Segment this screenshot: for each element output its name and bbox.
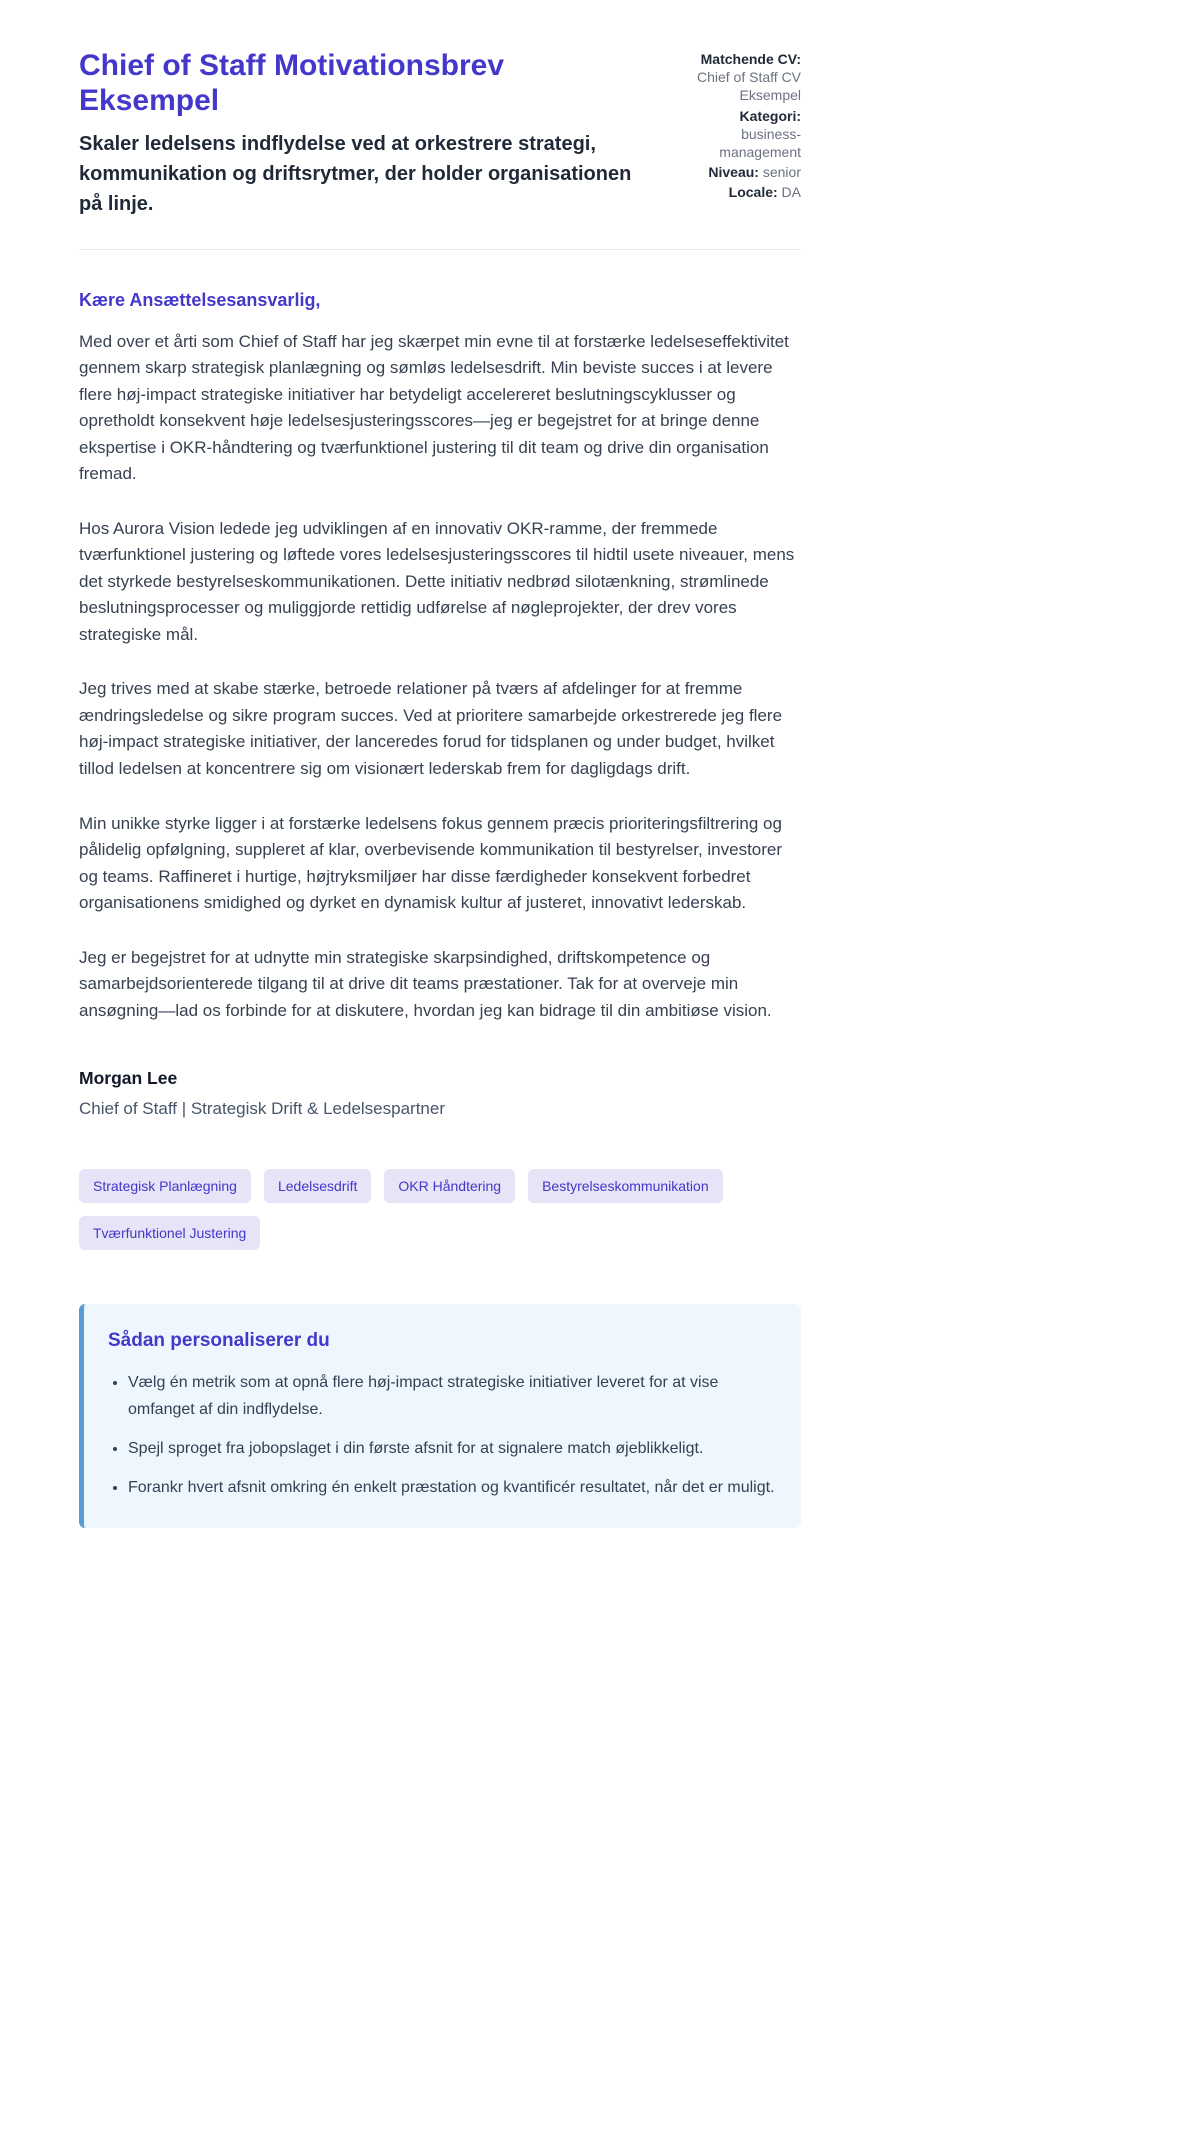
skill-tag: Bestyrelseskommunikation <box>528 1169 723 1203</box>
page-title: Chief of Staff Motivationsbrev Eksempel <box>79 49 505 118</box>
letter-greeting: Kære Ansættelsesansvarlig, <box>79 289 321 310</box>
meta-level-label: Niveau: <box>708 164 759 181</box>
meta-level-value: senior <box>762 164 801 181</box>
skill-tag: Tværfunktionel Justering <box>79 1216 260 1250</box>
tips-list <box>108 1370 777 1502</box>
letter-body <box>79 290 801 1119</box>
skill-tag: Strategisk Planlægning <box>79 1169 251 1203</box>
tips-heading: Sådan personaliserer du <box>108 1330 330 1352</box>
page-subtitle: Skaler ledelsens indflydelse ved at orkestrere strategi, kommunikation og driftsrytmer, der holder organisationen på linje. <box>79 132 632 215</box>
cover-letter-page <box>79 0 801 1528</box>
meta-matching-cv-label: Matchende CV: <box>700 51 801 67</box>
meta-category-value: business-management <box>719 125 801 160</box>
letter-paragraph-2: Hos Aurora Vision ledede jeg udviklingen af en innovativ OKR-ramme, der fremmede tværfunktionel justering og løftede vores ledelsesjusteringsscores til hidtil usete niveauer, mens det styrkede bestyrelseskommunikationen. Dette initiativ nedbrød silotænkning, strømlinede beslutningsprocesser og muliggjorde rettidig udførelse af nøgleprojekter, der drev vores strategiske mål. <box>79 518 795 644</box>
letter-paragraph-3: Jeg trives med at skabe stærke, betroede relationer på tværs af afdelinger for at fremme ændringsledelse og sikre program succes. Ved at prioritere samarbejde orkestrerede jeg flere høj-impact strategiske initiativer, der lanceredes forud for tidsplanen og under budget, hvilket tillod ledelsen at koncentrere sig om visionært lederskab frem for dagligdags drift. <box>79 679 783 778</box>
letter-paragraph-1: Med over et årti som Chief of Staff har jeg skærpet min evne til at forstærke ledelseseffektivitet gennem skarp strategisk planlægning og sømløs ledelsesdrift. Min beviste succes i at levere flere høj-impact strategiske initiativer har betydeligt accelereret beslutningscyklusser og opretholdt konsekvent høje ledelsesjusteringsscores—jeg er begejstret for at bringe denne ekspertise i OKR-håndtering og tværfunktionel justering til dit team og drive din organisation fremad. <box>79 331 789 484</box>
header-main <box>79 48 657 219</box>
letter-paragraph-4: Min unikke styrke ligger i at forstærke ledelsens fokus gennem præcis prioriteringsfiltrering og pålidelig opfølgning, suppleret af klar, overbevisende kommunikation til bestyrelser, investorer og teams. Raffineret i hurtige, højtryksmiljøer har disse færdigheder konsekvent forbedret organisationens smidighed og dyrket en dynamisk kultur af justeret, innovativt lederskab. <box>79 813 783 913</box>
letter-paragraph-5: Jeg er begejstret for at udnytte min strategiske skarpsindighed, driftskompetence og samarbejdsorienterede tilgang til at drive dit teams præstationer. Tak for at overveje min ansøgning—lad os forbinde for at diskutere, hvordan jeg kan bidrage til din ambitiøse vision. <box>79 947 772 1020</box>
meta-matching-cv-value: Chief of Staff CV Eksempel <box>696 69 801 104</box>
meta-locale-value: DA <box>781 184 801 201</box>
meta-locale-label: Locale: <box>728 184 778 201</box>
meta-locale-row <box>679 183 801 201</box>
signature-name: Morgan Lee <box>79 1068 178 1089</box>
signature-title: Chief of Staff | Strategisk Drift & Ledelsespartner <box>79 1099 445 1119</box>
header-divider <box>79 249 801 250</box>
meta-panel <box>679 48 801 202</box>
meta-category-label: Kategori: <box>739 107 801 124</box>
header <box>79 48 801 219</box>
skill-tag: OKR Håndtering <box>384 1169 515 1203</box>
tip-item: • Spejl sproget fra jobopslaget i din første afsnit for at signalere match øjeblikkeligt. <box>128 1436 777 1462</box>
skill-tag-list <box>79 1169 801 1250</box>
meta-level-row <box>679 163 801 181</box>
tip-item: • Vælg én metrik som at opnå flere høj-impact strategiske initiativer leveret for at vise omfanget af din indflydelse. <box>128 1370 777 1423</box>
tip-item: • Forankr hvert afsnit omkring én enkelt præstation og kvantificér resultatet, når det er muligt. <box>128 1475 777 1501</box>
skill-tag: Ledelsesdrift <box>264 1169 371 1203</box>
personalization-tips-box <box>79 1304 801 1528</box>
